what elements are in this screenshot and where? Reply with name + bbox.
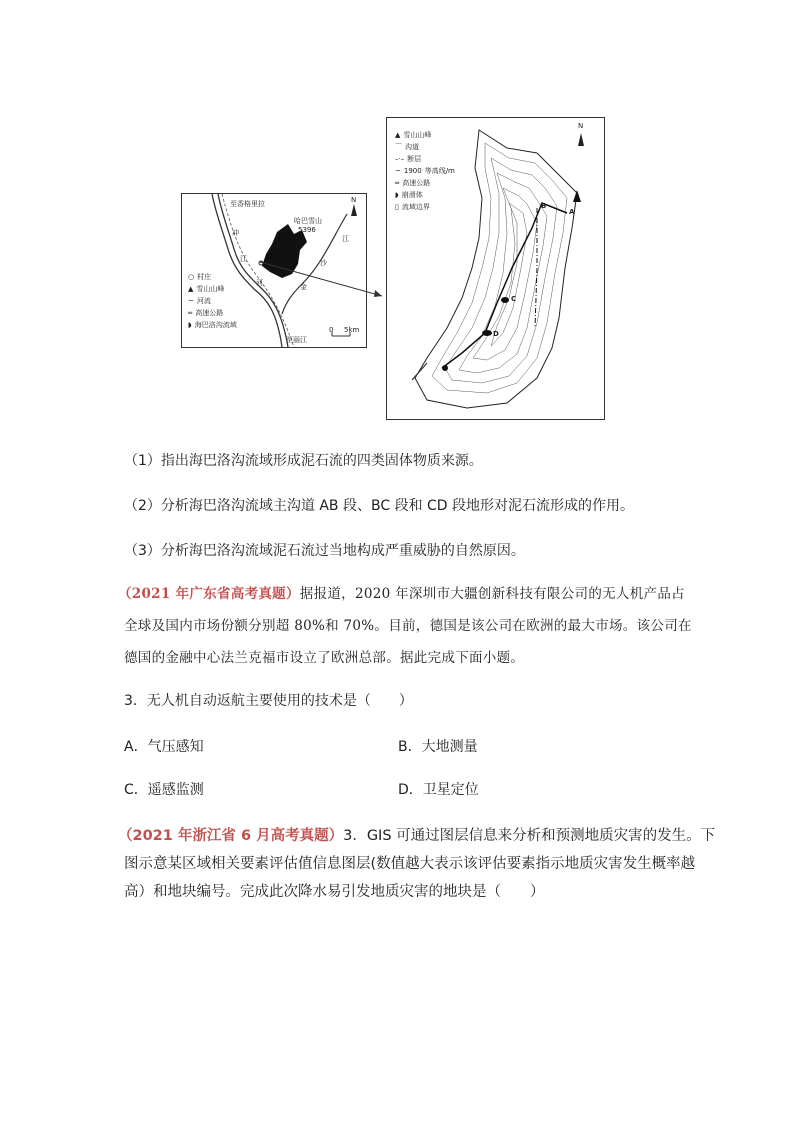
gully-icon: ⌒ xyxy=(395,143,402,151)
basin-icon: ◗ xyxy=(188,321,192,329)
label-he: 河 xyxy=(256,279,263,287)
contour-icon: ~ xyxy=(395,167,401,175)
guangdong-line-1 xyxy=(118,582,685,602)
highway-icon: ═ xyxy=(395,179,400,187)
legend-boundary: ▯ 流域边界 xyxy=(395,203,430,211)
option-d[interactable]: D．卫星定位 xyxy=(398,782,479,798)
connector-arrow xyxy=(258,260,388,300)
point-d: D xyxy=(493,330,499,338)
scale-5km: 5km xyxy=(344,326,360,334)
label-xianggelila: 至香格里拉 xyxy=(230,200,265,208)
zhejiang-text-1: 3．GIS 可通过图层信息来分析和预测地质灾害的发生。下 xyxy=(343,828,716,844)
legend-highway: ═ 高速公路 xyxy=(188,309,224,317)
label-peak-name: 哈巴雪山 xyxy=(294,217,322,225)
label-jiang-left: 江 xyxy=(240,255,247,263)
zhejiang-line-3: 高）和地块编号。完成此次降水易引发地质灾害的地块是（ ） xyxy=(124,884,545,900)
label-chong: 冲 xyxy=(232,229,239,237)
landslide-icon: ◗ xyxy=(395,191,399,199)
legend-basin: ◗ 海巴洛沟流域 xyxy=(188,321,237,329)
basin-map xyxy=(386,117,605,420)
label-jiang-right: 江 xyxy=(342,235,349,243)
legend-gully: ⌒ 沟道 xyxy=(395,143,419,151)
zhejiang-source: （2021 年浙江省 6 月高考真题） xyxy=(118,828,344,844)
guangdong-line-3: 德国的金融中心法兰克福市设立了欧洲总部。据此完成下面小题。 xyxy=(124,650,525,666)
legend-village: ○ 村庄 xyxy=(188,273,212,281)
point-a: A xyxy=(569,208,575,216)
question-2: （2）分析海巴洛沟流域主沟道 AB 段、BC 段和 CD 段地形对泥石流形成的作用。 xyxy=(124,498,635,514)
fault-icon: –·– xyxy=(395,155,405,163)
label-lijiang: 至丽江 xyxy=(286,336,307,344)
triangle-icon: ▲ xyxy=(395,131,401,139)
highway-icon: ═ xyxy=(188,309,193,317)
legend-landslide: ◗ 崩滑体 xyxy=(395,191,423,199)
label-peak-elev: 5396 xyxy=(298,226,316,234)
guangdong-text-1: 据报道，2020 年深圳市大疆创新科技有限公司的无人机产品占 xyxy=(299,586,685,602)
zhejiang-line-1 xyxy=(118,824,715,845)
label-sha: 沙 xyxy=(320,259,327,267)
legend-fault: –·– 断层 xyxy=(395,155,422,163)
river-icon: ~ xyxy=(188,297,194,305)
legend-snow-peak: ▲ 雪山山峰 xyxy=(395,131,432,139)
guangdong-question: 3．无人机自动返航主要使用的技术是（ ） xyxy=(124,693,413,709)
scale-0: 0 xyxy=(329,326,334,334)
point-b: B xyxy=(541,202,547,210)
question-1: （1）指出海巴洛沟流域形成泥石流的四类固体物质来源。 xyxy=(124,453,483,469)
boundary-icon: ▯ xyxy=(395,203,399,211)
option-b[interactable]: B．大地测量 xyxy=(398,739,478,755)
circle-icon: ○ xyxy=(188,273,195,281)
option-a[interactable]: A．气压感知 xyxy=(124,739,204,755)
north-label: N xyxy=(351,196,357,204)
guangdong-line-2: 全球及国内市场份额分别超 80%和 70%。目前，德国是该公司在欧洲的最大市场。该公司在 xyxy=(124,618,692,634)
point-c: C xyxy=(511,295,517,303)
legend-highway-right: ═ 高速公路 xyxy=(395,179,431,187)
zhejiang-line-2: 图示意某区域相关要素评估值信息图层(数值越大表示该评估要素指示地质灾害发生概率越 xyxy=(124,856,696,872)
legend-peak: ▲ 雪山山峰 xyxy=(188,285,225,293)
legend-contour: ~ 1900 等高线/m xyxy=(395,167,455,175)
guangdong-source: （2021 年广东省高考真题） xyxy=(118,586,300,602)
triangle-icon: ▲ xyxy=(188,285,194,293)
legend-river: ~ 河流 xyxy=(188,297,211,305)
question-3: （3）分析海巴洛沟流域泥石流过当地构成严重威胁的自然原因。 xyxy=(124,543,525,559)
label-jin: 金 xyxy=(300,283,307,291)
north-label-right: N xyxy=(578,122,584,130)
option-c[interactable]: C．遥感监测 xyxy=(124,782,204,798)
